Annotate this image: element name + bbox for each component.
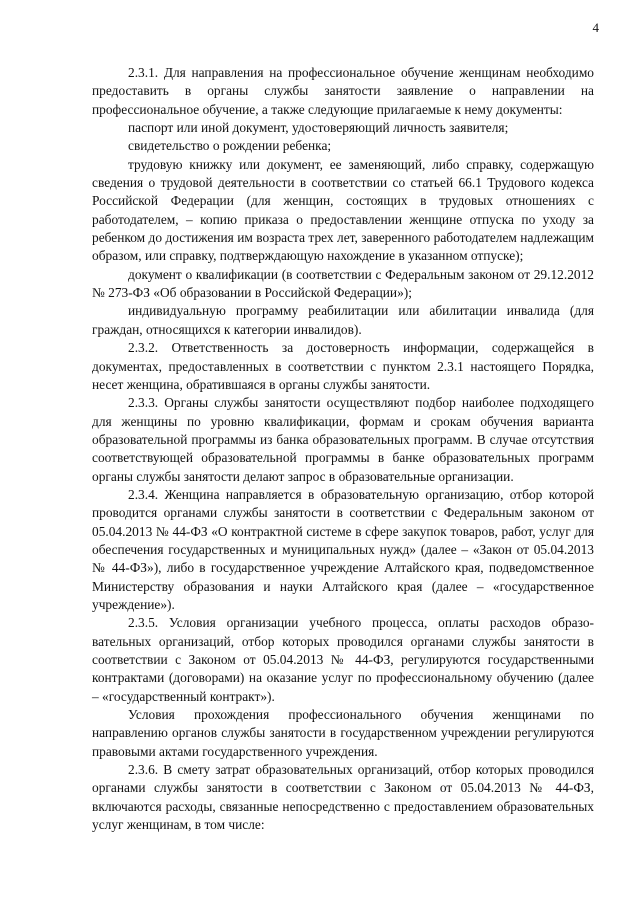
paragraph-training-conditions: Условия прохождения профессионального обучения женщинами по направлению органов службы занятости в государственном учреждении регулируются правовыми актами государственного учреждения. [92,707,594,759]
list-item-work-record: трудовую книжку или документ, ее заменяющий, либо справку, содержащую сведения о трудовой деятельности в соответствии со статьей 66.1 Трудового кодекса Российской Федерации (для женщин, состоящих в трудовых отношениях с работодателем, – копию приказа о предоставлении женщине отпуска по уходу за ребенком до достижения им возраста трех лет, заверенного работодателем надлежащим образом, или справку, подтверждающую нахождение в указанном отпуске); [92,156,594,264]
page-number: 4 [592,20,599,35]
paragraph-2-3-3: 2.3.3. Органы службы занятости осуществляют подбор наиболее подходящего для женщины по уровню квалификации, формам и срокам обучения варианта образовательной программы из банка образовательных программ. В случае отсутствия соответствующей образовательной программы в банке образовательных программ органы службы занятости делают запрос в образовательные организации. [92,395,594,484]
document-body [92,64,594,834]
paragraph-2-3-5: 2.3.5. Условия организации учебного процесса, оплаты расходов образовательных организаций, отбор которых проводился органами службы занятости в соответствии с Законом от 05.04.2013 № 44-ФЗ, регулируются государственными контрактами (договорами) на оказание услуг по профессиональному обучению (далее – «государственный контракт»). [92,615,594,704]
list-item-qualification: документ о квалификации (в соответствии с Федеральным законом от 29.12.2012 № 273-ФЗ «Об образовании в Российской Федерации»); [92,266,594,301]
list-item-birth-certificate: свидетельство о рождении ребенка; [128,138,332,154]
paragraph-2-3-2: 2.3.2. Ответственность за достоверность информации, содержащейся в документах, предоставленных в соответствии с пунктом 2.3.1 настоящего Порядка, несет женщина, обратившаяся в органы службы занятости. [92,340,594,392]
list-item-passport: паспорт или иной документ, удостоверяющий личность заявителя; [128,120,509,136]
paragraph-2-3-1: 2.3.1. Для направления на профессиональное обучение женщинам необходимо предоставить в органы службы занятости заявление о направлении на профессиональное обучение, а также следующие прилагаемые к нему документы: [92,65,594,117]
list-item-rehabilitation-program: индивидуальную программу реабилитации или абилитации инвалида (для граждан, относящихся к категории инвалидов). [92,303,594,337]
paragraph-2-3-6: 2.3.6. В смету затрат образовательных организаций, отбор которых проводился органами службы занятости в соответствии с Законом от 05.04.2013 № 44-ФЗ, включаются расходы, связанные непосредственно с предоставлением образовательных услуг женщинам, в том числе: [92,762,594,833]
paragraph-2-3-4: 2.3.4. Женщина направляется в образовательную организацию, отбор которой проводится органами службы занятости в соответствии с Федеральным законом от 05.04.2013 № 44-ФЗ «О контрактной системе в сфере закупок товаров, работ, услуг для обеспечения государственных и муниципальных нужд» (далее – «Закон от 05.04.2013 № 44-ФЗ»), либо в государственное учреждение Алтайского края, подведомственное Министерству образования и науки Алтайского края (далее – «государственное учреждение»). [92,486,594,612]
